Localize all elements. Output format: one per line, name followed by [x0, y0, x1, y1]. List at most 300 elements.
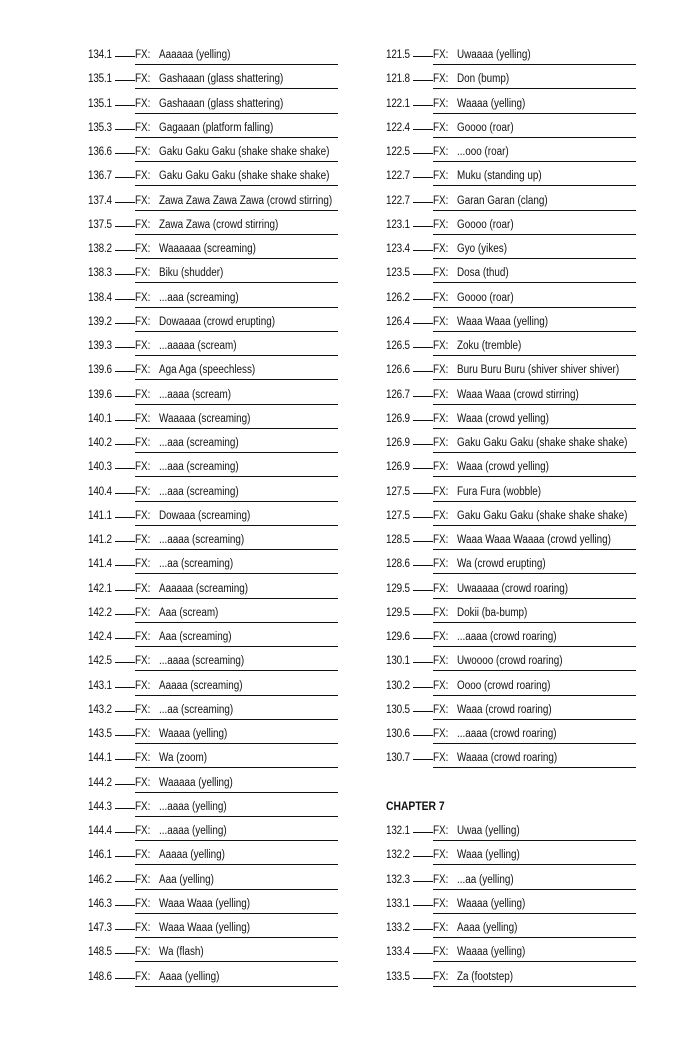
fx-entry — [88, 918, 338, 942]
fx-translation: Aaaaaa (screaming) — [159, 582, 249, 595]
fx-label: FX: — [135, 752, 151, 765]
fx-translation: Don (bump) — [457, 73, 510, 86]
page-panel-number: 132.3 — [386, 873, 410, 886]
fx-translation: Aaaa (yelling) — [457, 922, 518, 934]
fx-label: FX: — [135, 388, 151, 401]
fx-label: FX: — [135, 364, 151, 377]
fx-translation: Oooo (crowd roaring) — [457, 679, 551, 692]
dash-rule — [413, 444, 433, 445]
fx-label: FX: — [135, 897, 151, 910]
fx-translation: Waaaaaa (screaming) — [159, 243, 256, 255]
fx-entry — [386, 700, 636, 724]
fx-translation: Dowaaaa (crowd erupting) — [159, 315, 275, 328]
fx-entry — [88, 118, 338, 142]
dash-rule — [115, 929, 135, 930]
page-panel-number: 144.3 — [88, 800, 112, 813]
fx-translation: Dokii (ba-bump) — [457, 606, 528, 619]
page-panel-number: 146.3 — [88, 897, 112, 910]
fx-label: FX: — [433, 218, 449, 231]
page-panel-number: 127.5 — [386, 509, 410, 522]
underline-rule — [135, 501, 338, 502]
underline-rule — [433, 476, 636, 477]
fx-label: FX: — [135, 461, 151, 474]
underline-rule — [135, 210, 338, 211]
page-panel-number: 135.3 — [88, 121, 112, 134]
page-panel-number: 139.6 — [88, 388, 112, 401]
fx-translation: ...aaaa (crowd roaring) — [457, 728, 557, 740]
fx-translation: Dosa (thud) — [457, 267, 509, 280]
fx-label: FX: — [433, 121, 449, 134]
fx-entry — [88, 797, 338, 821]
fx-entry — [386, 288, 636, 312]
fx-entry — [386, 724, 636, 748]
underline-rule — [433, 113, 636, 114]
fx-label: FX: — [433, 73, 449, 86]
fx-translation: Aaa (scream) — [159, 606, 219, 619]
fx-translation: ...aaa (screaming) — [159, 485, 239, 498]
fx-entry — [88, 579, 338, 603]
dash-rule — [413, 153, 433, 154]
fx-label: FX: — [433, 243, 449, 255]
fx-translation: ...aaa (screaming) — [159, 291, 239, 304]
underline-rule — [433, 379, 636, 380]
page-panel-number: 126.2 — [386, 291, 410, 304]
dash-rule — [413, 541, 433, 542]
fx-translation: ...aa (screaming) — [159, 558, 234, 571]
fx-label: FX: — [135, 873, 151, 886]
fx-entry — [386, 215, 636, 239]
fx-translation: Uwoooo (crowd roaring) — [457, 655, 563, 668]
page-panel-number: 126.6 — [386, 364, 410, 377]
fx-translation: Aaaaaa (yelling) — [159, 49, 231, 61]
page-panel-number: 139.2 — [88, 315, 112, 328]
dash-rule — [115, 56, 135, 57]
page-panel-number: 143.5 — [88, 728, 112, 740]
page-panel-number: 122.1 — [386, 97, 410, 110]
fx-translation: Gashaaan (glass shattering) — [159, 97, 284, 110]
dash-rule — [115, 444, 135, 445]
fx-entry — [88, 215, 338, 239]
fx-translation: Goooo (roar) — [457, 218, 514, 231]
page-panel-number: 123.1 — [386, 218, 410, 231]
underline-rule — [433, 137, 636, 138]
underline-rule — [433, 864, 636, 865]
fx-entry — [386, 385, 636, 409]
fx-label: FX: — [433, 170, 449, 183]
underline-rule — [433, 961, 636, 962]
dash-rule — [413, 759, 433, 760]
underline-rule — [135, 695, 338, 696]
dash-rule — [115, 953, 135, 954]
dash-rule — [413, 468, 433, 469]
page-panel-number: 122.4 — [386, 121, 410, 134]
fx-label: FX: — [433, 970, 449, 983]
fx-translation: Aaaaa (yelling) — [159, 849, 225, 862]
fx-entry — [88, 554, 338, 578]
dash-rule — [115, 590, 135, 591]
fx-translation: Waaaa (yelling) — [159, 728, 228, 740]
underline-rule — [433, 185, 636, 186]
fx-entry — [386, 676, 636, 700]
fx-translation: Waaaa (yelling) — [457, 946, 526, 959]
fx-entry — [386, 457, 636, 481]
dash-rule — [413, 323, 433, 324]
fx-entry — [88, 773, 338, 797]
dash-rule — [413, 978, 433, 979]
fx-label: FX: — [433, 340, 449, 352]
dash-rule — [413, 711, 433, 712]
dash-rule — [115, 905, 135, 906]
dash-rule — [115, 978, 135, 979]
fx-entry — [88, 239, 338, 263]
fx-translation: Aaaa (yelling) — [159, 970, 220, 983]
page-panel-number: 142.1 — [88, 582, 112, 595]
fx-translation: Gaku Gaku Gaku (shake shake shake) — [159, 146, 330, 158]
page-panel-number: 126.9 — [386, 412, 410, 425]
page-panel-number: 133.1 — [386, 897, 410, 910]
fx-translation: ...ooo (roar) — [457, 146, 509, 158]
underline-rule — [433, 234, 636, 235]
page-panel-number: 132.2 — [386, 849, 410, 862]
fx-translation: Waaa (yelling) — [457, 849, 520, 862]
fx-entry — [88, 603, 338, 627]
underline-rule — [135, 428, 338, 429]
fx-entry — [386, 263, 636, 287]
fx-label: FX: — [135, 315, 151, 328]
fx-label: FX: — [135, 631, 151, 643]
dash-rule — [115, 784, 135, 785]
fx-entry — [88, 967, 338, 991]
dash-rule — [115, 735, 135, 736]
underline-rule — [433, 986, 636, 987]
underline-rule — [433, 88, 636, 89]
page-panel-number: 144.2 — [88, 776, 112, 789]
page-panel-number: 142.5 — [88, 655, 112, 668]
fx-entry — [88, 263, 338, 287]
fx-entry — [386, 312, 636, 336]
underline-rule — [433, 573, 636, 574]
fx-entry — [88, 748, 338, 772]
fx-translation: Aaa (screaming) — [159, 631, 232, 643]
page-panel-number: 135.1 — [88, 97, 112, 110]
underline-rule — [433, 889, 636, 890]
fx-label: FX: — [433, 631, 449, 643]
underline-rule — [135, 743, 338, 744]
section-spacer — [386, 773, 636, 797]
dash-rule — [413, 56, 433, 57]
fx-label: FX: — [135, 146, 151, 158]
fx-translation: Uwaaaa (yelling) — [457, 49, 531, 61]
fx-entry — [88, 385, 338, 409]
fx-entry — [386, 748, 636, 772]
dash-rule — [413, 371, 433, 372]
dash-rule — [115, 493, 135, 494]
underline-rule — [135, 670, 338, 671]
fx-entry — [386, 360, 636, 384]
page-panel-number: 140.1 — [88, 412, 112, 425]
dash-rule — [115, 323, 135, 324]
fx-entry — [88, 94, 338, 118]
dash-rule — [115, 759, 135, 760]
fx-entry — [88, 942, 338, 966]
fx-entry — [88, 530, 338, 554]
fx-label: FX: — [135, 606, 151, 619]
fx-entry — [386, 191, 636, 215]
page-panel-number: 126.5 — [386, 340, 410, 352]
dash-rule — [413, 274, 433, 275]
fx-translation: Zoku (tremble) — [457, 340, 522, 352]
fx-label: FX: — [433, 412, 449, 425]
dash-rule — [413, 832, 433, 833]
fx-entry — [88, 457, 338, 481]
dash-rule — [413, 202, 433, 203]
underline-rule — [135, 816, 338, 817]
page-panel-number: 146.1 — [88, 849, 112, 862]
page-panel-number: 129.5 — [386, 606, 410, 619]
dash-rule — [115, 638, 135, 639]
fx-translation: Dowaaa (screaming) — [159, 509, 251, 522]
dash-rule — [413, 953, 433, 954]
underline-rule — [433, 549, 636, 550]
fx-entry — [88, 845, 338, 869]
underline-rule — [135, 379, 338, 380]
underline-rule — [433, 331, 636, 332]
page-panel-number: 130.1 — [386, 655, 410, 668]
fx-translation: Zawa Zawa Zawa Zawa (crowd stirring) — [159, 194, 333, 207]
underline-rule — [433, 161, 636, 162]
dash-rule — [115, 226, 135, 227]
fx-entry — [88, 651, 338, 675]
underline-rule — [433, 743, 636, 744]
fx-translation: ...aa (screaming) — [159, 703, 234, 716]
underline-rule — [433, 428, 636, 429]
fx-entry — [88, 482, 338, 506]
fx-label: FX: — [135, 121, 151, 134]
fx-entry — [386, 506, 636, 530]
dash-rule — [115, 177, 135, 178]
chapter-heading-text: CHAPTER 7 — [386, 800, 445, 813]
fx-translation: Fura Fura (wobble) — [457, 485, 542, 498]
dash-rule — [115, 468, 135, 469]
fx-label: FX: — [135, 49, 151, 61]
fx-entry — [88, 894, 338, 918]
page-panel-number: 141.2 — [88, 534, 112, 546]
dash-rule — [115, 832, 135, 833]
fx-label: FX: — [135, 509, 151, 522]
fx-label: FX: — [135, 485, 151, 498]
fx-label: FX: — [135, 412, 151, 425]
fx-entry — [88, 870, 338, 894]
fx-translation: Garan Garan (clang) — [457, 194, 548, 207]
page-panel-number: 130.5 — [386, 703, 410, 716]
page-panel-number: 128.5 — [386, 534, 410, 546]
page-panel-number: 129.5 — [386, 582, 410, 595]
fx-label: FX: — [433, 655, 449, 668]
fx-translation: Buru Buru Buru (shiver shiver shiver) — [457, 364, 620, 377]
underline-rule — [135, 258, 338, 259]
page-panel-number: 128.6 — [386, 558, 410, 571]
page-panel-number: 143.2 — [88, 703, 112, 716]
fx-entry — [88, 142, 338, 166]
fx-entry — [386, 894, 636, 918]
fx-translation: Waaa Waaa (yelling) — [159, 897, 251, 910]
dash-rule — [115, 347, 135, 348]
underline-rule — [135, 137, 338, 138]
fx-translation: Gyo (yikes) — [457, 243, 508, 255]
fx-label: FX: — [433, 849, 449, 862]
page-panel-number: 140.3 — [88, 461, 112, 474]
fx-translation: Gashaaan (glass shattering) — [159, 73, 284, 86]
dash-rule — [413, 347, 433, 348]
underline-rule — [433, 282, 636, 283]
fx-label: FX: — [433, 364, 449, 377]
page-panel-number: 126.9 — [386, 461, 410, 474]
dash-rule — [115, 274, 135, 275]
dash-rule — [115, 711, 135, 712]
fx-entry — [386, 433, 636, 457]
dash-rule — [115, 202, 135, 203]
fx-label: FX: — [135, 728, 151, 740]
dash-rule — [413, 493, 433, 494]
fx-label: FX: — [433, 582, 449, 595]
fx-label: FX: — [433, 97, 449, 110]
fx-label: FX: — [135, 437, 151, 449]
fx-translation: Muku (standing up) — [457, 170, 542, 183]
fx-entry — [386, 554, 636, 578]
fx-entry — [386, 239, 636, 263]
fx-label: FX: — [433, 534, 449, 546]
fx-entry — [88, 166, 338, 190]
underline-rule — [135, 355, 338, 356]
dash-rule — [115, 856, 135, 857]
fx-label: FX: — [135, 73, 151, 86]
fx-entry — [88, 69, 338, 93]
fx-translation: Uwaaaaa (crowd roaring) — [457, 582, 569, 595]
page-panel-number: 133.2 — [386, 922, 410, 934]
page-panel-number: 138.4 — [88, 291, 112, 304]
fx-label: FX: — [135, 655, 151, 668]
dash-rule — [413, 565, 433, 566]
dash-rule — [115, 396, 135, 397]
fx-translation: ...aaaa (screaming) — [159, 534, 245, 546]
fx-translation: ...aaa (screaming) — [159, 437, 239, 449]
fx-label: FX: — [135, 534, 151, 546]
page-panel-number: 147.3 — [88, 922, 112, 934]
dash-rule — [115, 517, 135, 518]
fx-entry — [386, 69, 636, 93]
fx-label: FX: — [433, 49, 449, 61]
fx-entry — [386, 845, 636, 869]
fx-translation: Waaa (crowd roaring) — [457, 703, 552, 716]
page-panel-number: 144.4 — [88, 825, 112, 837]
fx-entry — [386, 627, 636, 651]
page-panel-number: 142.2 — [88, 606, 112, 619]
underline-rule — [433, 695, 636, 696]
fx-entry — [88, 312, 338, 336]
fx-entry — [386, 918, 636, 942]
fx-label: FX: — [433, 679, 449, 692]
fx-label: FX: — [433, 291, 449, 304]
page-panel-number: 137.4 — [88, 194, 112, 207]
fx-translation: ...aaaa (scream) — [159, 388, 232, 401]
fx-entry — [88, 821, 338, 845]
fx-translation: Wa (crowd erupting) — [457, 558, 546, 571]
page-panel-number: 121.8 — [386, 73, 410, 86]
page-panel-number: 126.4 — [386, 315, 410, 328]
fx-label: FX: — [433, 752, 449, 765]
fx-label: FX: — [433, 194, 449, 207]
fx-label: FX: — [135, 922, 151, 934]
fx-translation: Goooo (roar) — [457, 291, 514, 304]
dash-rule — [413, 638, 433, 639]
dash-rule — [413, 905, 433, 906]
fx-translation: Waaa (crowd yelling) — [457, 461, 549, 474]
fx-label: FX: — [433, 825, 449, 837]
dash-rule — [115, 299, 135, 300]
dash-rule — [413, 856, 433, 857]
fx-translation: Waaaa (crowd roaring) — [457, 752, 558, 765]
dash-rule — [115, 105, 135, 106]
fx-entry — [386, 166, 636, 190]
page-panel-number: 135.1 — [88, 73, 112, 86]
underline-rule — [135, 307, 338, 308]
fx-label: FX: — [135, 218, 151, 231]
fx-label: FX: — [433, 315, 449, 328]
fx-translation: Goooo (roar) — [457, 121, 514, 134]
underline-rule — [135, 452, 338, 453]
underline-rule — [433, 501, 636, 502]
page-panel-number: 142.4 — [88, 631, 112, 643]
dash-rule — [413, 396, 433, 397]
fx-entry — [386, 967, 636, 991]
fx-entry — [88, 45, 338, 69]
left-column — [88, 45, 338, 991]
fx-translation: Aaa (yelling) — [159, 873, 214, 886]
fx-translation: Waaa Waaa (crowd stirring) — [457, 388, 579, 401]
page-panel-number: 136.7 — [88, 170, 112, 183]
fx-translation: Uwaa (yelling) — [457, 825, 520, 837]
underline-rule — [135, 573, 338, 574]
fx-label: FX: — [135, 291, 151, 304]
underline-rule — [135, 549, 338, 550]
dash-rule — [413, 881, 433, 882]
page-panel-number: 136.6 — [88, 146, 112, 158]
fx-entry — [88, 676, 338, 700]
underline-rule — [135, 622, 338, 623]
dash-rule — [413, 590, 433, 591]
page-panel-number: 122.7 — [386, 194, 410, 207]
underline-rule — [135, 234, 338, 235]
fx-label: FX: — [135, 679, 151, 692]
page-panel-number: 144.1 — [88, 752, 112, 765]
dash-rule — [413, 687, 433, 688]
fx-translation: ...aaaa (crowd roaring) — [457, 631, 557, 643]
dash-rule — [115, 541, 135, 542]
dash-rule — [413, 129, 433, 130]
fx-entry — [386, 118, 636, 142]
fx-label: FX: — [135, 97, 151, 110]
underline-rule — [135, 961, 338, 962]
page-panel-number: 139.6 — [88, 364, 112, 377]
fx-label: FX: — [433, 946, 449, 959]
underline-rule — [433, 840, 636, 841]
fx-translation: Waaaaa (screaming) — [159, 412, 251, 425]
underline-rule — [135, 282, 338, 283]
underline-rule — [433, 525, 636, 526]
fx-translation: Aaaaa (screaming) — [159, 679, 243, 692]
page-panel-number: 121.5 — [386, 49, 410, 61]
underline-rule — [135, 646, 338, 647]
